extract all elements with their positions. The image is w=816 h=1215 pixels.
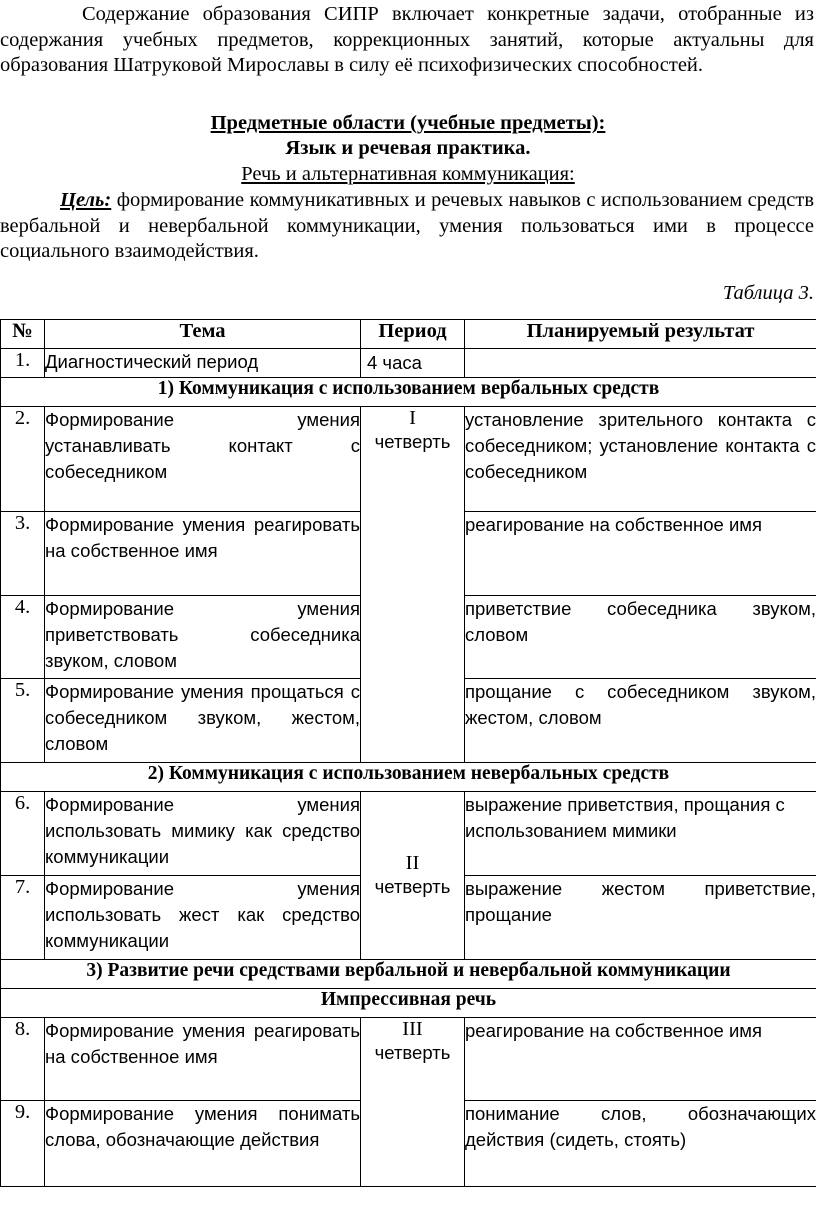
col-header-result: Планируемый результат [465,320,816,349]
row-topic: Формирование умения прощаться с собеседником звуком, жестом, словом [45,679,361,763]
period-roman: III [402,1018,423,1040]
row-result: приветствие собеседника звуком, словом [465,596,816,679]
section-row [1,763,816,792]
row-result: выражение жестом приветствие, прощание [465,876,816,960]
row-result: реагирование на собственное имя [465,1018,816,1101]
section-subtitle: Импрессивная речь [1,989,816,1018]
section-row [1,378,816,407]
row-topic: Диагностический период [45,349,361,378]
row-result: понимание слов, обозначающих действия (сидеть, стоять) [465,1101,816,1187]
goal-label: Цель: [60,189,112,211]
col-header-period: Период [361,320,465,349]
area-heading: Язык и речевая практика. [285,137,531,159]
table-label: Таблица 3. [722,282,814,304]
table-row [1,407,816,512]
period-word: четверть [374,1042,451,1063]
row-result: прощание с собеседником звуком, жестом, словом [465,679,816,763]
row-number: 6. [1,792,45,876]
period-cell [361,792,465,960]
section-title: 1) Коммуникация с использованием вербальных средств [1,378,816,407]
row-result: установление зрительного контакта с собеседником; установление контакта с собеседником [465,407,816,512]
row-number: 3. [1,512,45,596]
goal-paragraph [0,188,814,265]
row-topic: Формирование умения приветствовать собеседника звуком, словом [45,596,361,679]
period-cell [361,1018,465,1187]
row-result [465,792,816,876]
section-row [1,960,816,989]
row-period: 4 часа [361,349,465,378]
period-word: четверть [374,875,451,897]
period-roman: I [409,407,416,429]
intro-paragraph: Содержание образования СИПР включает конкретные задачи, отобранные из содержания учебных предметов, коррекционных занятий, которые актуальны для образования Шатруковой Мирославы в силу её психофизических способностей. [0,3,814,76]
row-result-text: выражение приветствия, прощания с использованием мимики [465,794,785,841]
row-topic: Формирование умения реагировать на собственное имя [45,512,361,596]
row-number: 1. [1,349,45,378]
subject-heading: Речь и альтернативная коммуникация: [241,163,575,185]
period-cell [361,407,465,763]
row-result [465,349,816,378]
section-row [1,989,816,1018]
row-number: 5. [1,679,45,763]
period-roman: II [405,851,420,874]
row-number: 9. [1,1101,45,1187]
subject-areas-heading: Предметные области (учебные предметы): [210,112,606,134]
table-row [1,792,816,876]
row-topic: Формирование умения устанавливать контакт с собеседником [45,407,361,512]
col-header-topic: Тема [45,320,361,349]
plan-table [0,319,816,1187]
col-header-number: № [1,320,45,349]
table-row [1,349,816,378]
table-row [1,1018,816,1101]
row-result: реагирование на собственное имя [465,512,816,596]
row-number: 8. [1,1018,45,1101]
section-title: 3) Развитие речи средствами вербальной и невербальной коммуникации [1,960,816,989]
row-number: 4. [1,596,45,679]
row-topic: Формирование умения реагировать на собственное имя [45,1018,361,1101]
row-number: 2. [1,407,45,512]
table-header-row [1,320,816,349]
row-topic: Формирование умения использовать мимику как средство коммуникации [45,792,361,876]
row-topic: Формирование умения использовать жест как средство коммуникации [45,876,361,960]
row-number: 7. [1,876,45,960]
row-topic: Формирование умения понимать слова, обозначающие действия [45,1101,361,1187]
period-word: четверть [374,431,451,452]
section-title: 2) Коммуникация с использованием невербальных средств [1,763,816,792]
goal-text: формирование коммуникативных и речевых навыков с использованием средств вербальной и невербальной коммуникации, умения пользоваться ими в процессе социального взаимодействия. [0,189,814,262]
